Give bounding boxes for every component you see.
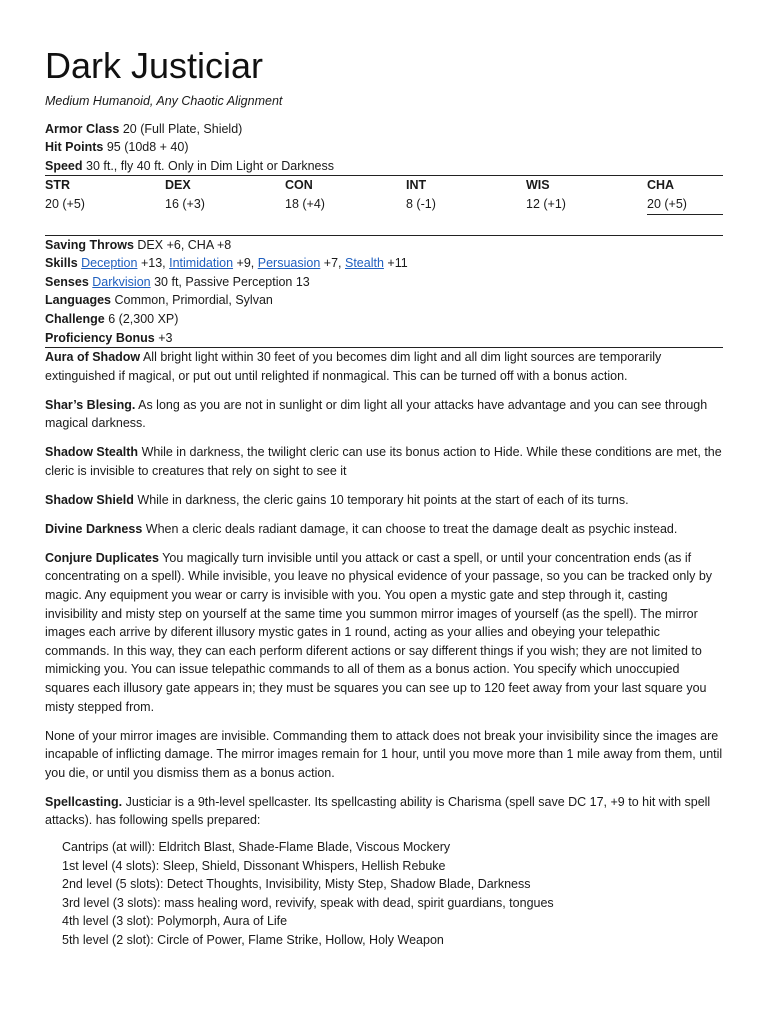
feature-name: Shar’s Blesing. [45, 397, 136, 412]
senses-label: Senses [45, 274, 89, 289]
challenge-row [45, 310, 723, 329]
spell-list-item: 3rd level (3 slots): mass healing word, revivify, speak with dead, spirit guardians, tongues [62, 895, 554, 910]
proficiency-row [45, 329, 723, 348]
senses-value: 30 ft, Passive Perception 13 [154, 274, 310, 289]
hit-points-row [45, 138, 723, 157]
speed-row [45, 157, 723, 176]
proficiency-value: +3 [158, 330, 173, 345]
creature-type: Medium Humanoid, Any Chaotic Alignment [45, 94, 283, 108]
ability-score-str: 20 (+5) [45, 196, 85, 211]
feature-aura-of-shadow [45, 348, 723, 385]
ability-header-int: INT [406, 178, 427, 193]
feature-name: Shadow Shield [45, 492, 134, 507]
ability-score-cha: 20 (+5) [647, 195, 723, 215]
spell-list-item: 4th level (3 slot): Polymorph, Aura of Life [62, 914, 288, 929]
skill-link-intimidation[interactable]: Intimidation [169, 256, 234, 271]
feature-shadow-shield [45, 491, 723, 510]
skill-link-deception[interactable]: Deception [81, 256, 138, 271]
languages-value: Common, Primordial, Sylvan [114, 293, 273, 308]
ability-score-con: 18 (+4) [285, 196, 325, 211]
ability-header-str: STR [45, 178, 70, 193]
armor-class-value: 20 (Full Plate, Shield) [122, 121, 243, 136]
saving-throws-label: Saving Throws [45, 237, 134, 252]
darkvision-link[interactable]: Darkvision [92, 274, 151, 289]
feature-text: When a cleric deals radiant damage, it can choose to treat the damage dealt as psychic instead. [145, 521, 678, 536]
spell-list-item: Cantrips (at will): Eldritch Blast, Shade-Flame Blade, Viscous Mockery [62, 839, 451, 854]
feature-text: All bright light within 30 feet of you becomes dim light and all dim light sources are temporarily extinguished if magical, or put out until relighted if nonmagical. This can be turned off with a bonus action. [45, 350, 662, 383]
skill-link-stealth[interactable]: Stealth [345, 256, 384, 271]
feature-shars-blessing [45, 396, 723, 433]
feature-spellcasting [45, 793, 723, 830]
spell-list [62, 838, 723, 950]
skill-bonus: +9, [236, 256, 255, 271]
feature-text: None of your mirror images are invisible. Commanding them to attack does not break your invisibility since the images are incapable of inflicting damage. The mirror images remain for 1 hour, until you move more than 1 mile away from them, until you die, or until you dismiss them as a bonus action. [45, 728, 723, 780]
ability-score-dex: 16 (+3) [165, 196, 205, 211]
hit-points-value: 95 (10d8 + 40) [106, 140, 189, 155]
skills-row [45, 254, 723, 273]
spacer [45, 215, 723, 235]
armor-class-label: Armor Class [45, 121, 120, 136]
languages-label: Languages [45, 293, 111, 308]
skill-bonus: +11 [387, 256, 408, 271]
page-title: Dark Justiciar [45, 45, 264, 86]
feature-name: Shadow Stealth [45, 445, 139, 460]
ability-header-wis: WIS [526, 178, 550, 193]
spell-list-item: 1st level (4 slots): Sleep, Shield, Dissonant Whispers, Hellish Rebuke [62, 858, 446, 873]
ability-score-int: 8 (-1) [406, 196, 436, 211]
speed-value: 30 ft., fly 40 ft. Only in Dim Light or Darkness [86, 158, 335, 173]
feature-name: Conjure Duplicates [45, 550, 159, 565]
skill-bonus: +7, [323, 256, 342, 271]
feature-text: You magically turn invisible until you attack or cast a spell, or until your concentration ends (as if concentrating on a spell). While invisible, you leave no physical evidence of your passage, so you can be tracked only by magic. Any equipment you wear or carry is invisible with you. You open a mystic gate and step through it, casting invisibility and misty step on yourself at the same time you summon mirror images of yourself (as the spell). The mirror images each arrive by diferent illusory mystic gates in 1 round, acting as your allies and obeying your telepathic commands. In this way, they can each perform diferent actions or say different things if you wish; they are not limited to mimicking you. You can issue telepathic commands to all of them as a bonus action. You specify which unoccupied squares each illusory gate appears in; they must be squares you can see up to 120 feet away from your last square you misty stepped from. [45, 550, 713, 714]
spell-list-item: 2nd level (5 slots): Detect Thoughts, Invisibility, Misty Step, Shadow Blade, Darkness [62, 877, 531, 892]
senses-row [45, 273, 723, 292]
feature-shadow-stealth [45, 443, 723, 480]
skill-bonus: +13, [140, 256, 166, 271]
ability-scores-table [45, 176, 723, 214]
skill-link-persuasion[interactable]: Persuasion [257, 256, 321, 271]
proficiency-label: Proficiency Bonus [45, 330, 155, 345]
ability-header-dex: DEX [165, 178, 191, 193]
challenge-value: 6 (2,300 XP) [108, 311, 179, 326]
languages-row [45, 291, 723, 310]
feature-text: While in darkness, the cleric gains 10 temporary hit points at the start of each of its turns. [137, 492, 629, 507]
saving-throws-value: DEX +6, CHA +8 [137, 237, 232, 252]
feature-text: As long as you are not in sunlight or dim light all your attacks have advantage and you can see through magical darkness. [45, 397, 708, 431]
ability-score-wis: 12 (+1) [526, 196, 566, 211]
feature-mirror-images [45, 727, 723, 783]
spell-list-item: 5th level (2 slot): Circle of Power, Flame Strike, Hollow, Holy Weapon [62, 932, 444, 947]
feature-name: Spellcasting. [45, 794, 123, 809]
feature-text: Justiciar is a 9th-level spellcaster. Its spellcasting ability is Charisma (spell save DC 17, +9 to hit with spell attacks). has following spells prepared: [45, 794, 711, 828]
feature-name: Aura of Shadow [45, 350, 141, 365]
feature-divine-darkness [45, 520, 723, 539]
hit-points-label: Hit Points [45, 140, 104, 155]
feature-name: Divine Darkness [45, 521, 143, 536]
skills-label: Skills [45, 256, 78, 271]
feature-conjure-duplicates [45, 549, 723, 716]
challenge-label: Challenge [45, 311, 105, 326]
speed-label: Speed [45, 158, 83, 173]
feature-text: While in darkness, the twilight cleric can use its bonus action to Hide. While these conditions are met, the cleric is invisible to creatures that rely on sight to see it [45, 445, 722, 478]
saving-throws-row [45, 236, 723, 255]
ability-header-con: CON [285, 178, 313, 193]
ability-header-cha: CHA [647, 178, 675, 193]
armor-class-row [45, 120, 723, 139]
